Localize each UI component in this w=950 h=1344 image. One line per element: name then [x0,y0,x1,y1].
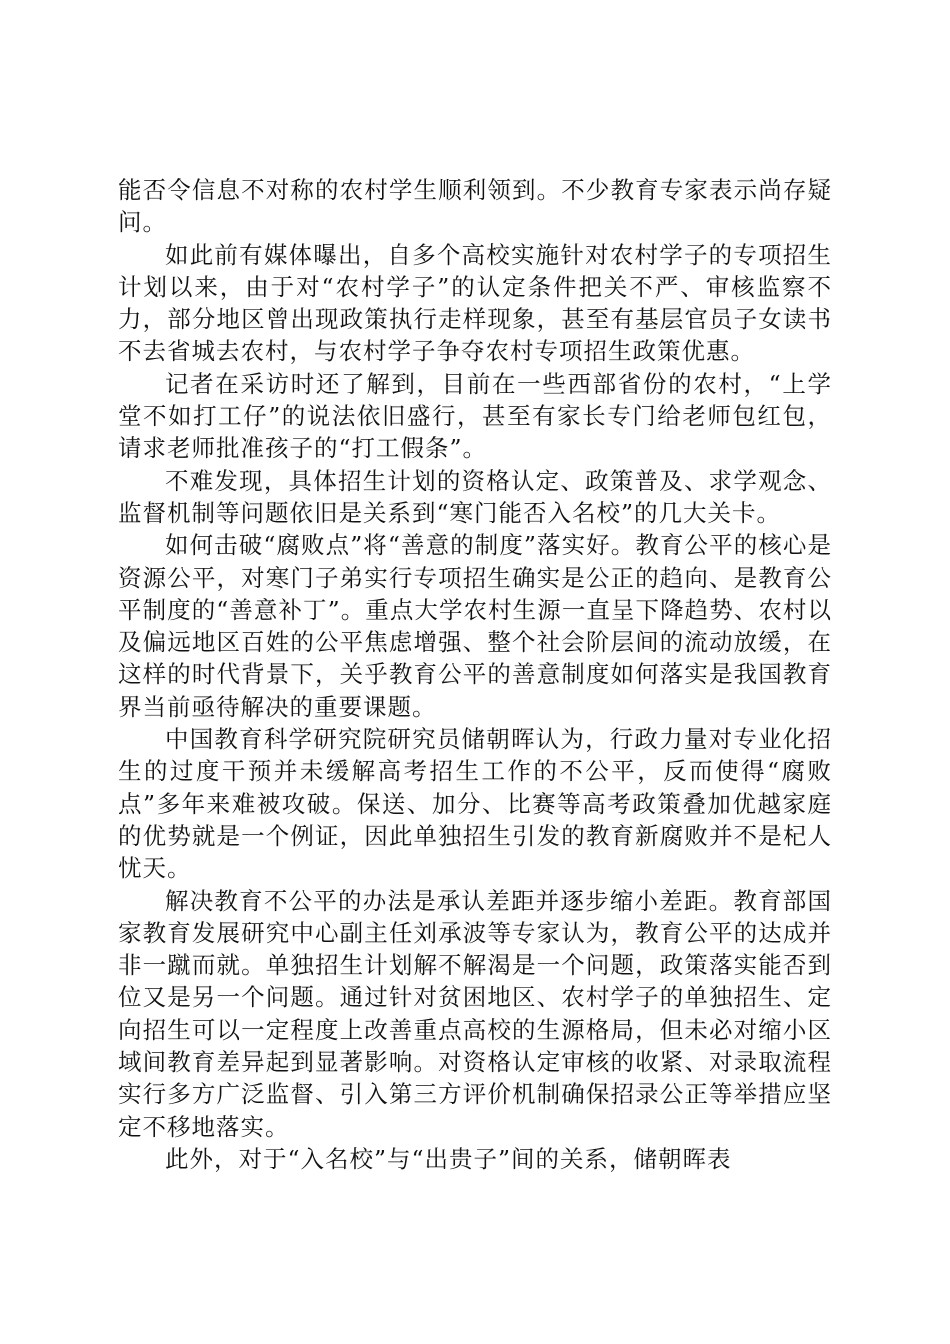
article-body [118,174,832,1175]
paragraph-solution: 解决教育不公平的办法是承认差距并逐步缩小差距。教育部国家教育发展研究中心副主任刘承波等专家认为，教育公平的达成并非一蹴而就。单独招生计划解不解渴是一个问题，政策落实能否到位又是另一个问题。通过针对贫困地区、农村学子的单独招生、定向招生可以一定程度上改善重点高校的生源格局，但未必对缩小区域间教育差异起到显著影响。对资格认定审核的收紧、对录取流程实行多方广泛监督、引入第三方评价机制确保招录公正等举措应坚定不移地落实。 [118,886,832,1141]
paragraph-corruption-points: 如何击破“腐败点”将“善意的制度”落实好。教育公平的核心是资源公平，对寒门子弟实行专项招生确实是公正的趋向、是教育公平制度的“善意补丁”。重点大学农村生源一直呈下降趋势、农村以及偏远地区百姓的公平焦虑增强、整个社会阶层间的流动放缓，在这样的时代背景下，关乎教育公平的善意制度如何落实是我国教育界当前亟待解决的重要课题。 [118,531,832,721]
paragraph-checkpoints: 不难发现，具体招生计划的资格认定、政策普及、求学观念、监督机制等问题依旧是关系到“寒门能否入名校”的几大关卡。 [118,466,832,527]
paragraph-conclusion-start: 此外，对于“入名校”与“出贵子”间的关系，储朝晖表 [165,1144,732,1173]
paragraph-continuation: 能否令信息不对称的农村学生顺利领到。不少教育专家表示尚存疑问。 [118,176,832,237]
paragraph-expert-chu: 中国教育科学研究院研究员储朝晖认为，行政力量对专业化招生的过度干预并未缓解高考招生工作的不公平，反而使得“腐败点”多年来难被攻破。保送、加分、比赛等高考政策叠加优越家庭的优势就是一个例证，因此单独招生引发的教育新腐败并不是杞人忧天。 [118,725,832,883]
paragraph-reporter-interview: 记者在采访时还了解到，目前在一些西部省份的农村，“上学堂不如打工仔”的说法依旧盛行，甚至有家长专门给老师包红包，请求老师批准孩子的“打工假条”。 [118,369,832,463]
paragraph-media-report: 如此前有媒体曝出，自多个高校实施针对农村学子的专项招生计划以来，由于对“农村学子”的认定条件把关不严、审核监察不力，部分地区曾出现政策执行走样现象，甚至有基层官员子女读书不去省城去农村，与农村学子争夺农村专项招生政策优惠。 [118,240,832,366]
